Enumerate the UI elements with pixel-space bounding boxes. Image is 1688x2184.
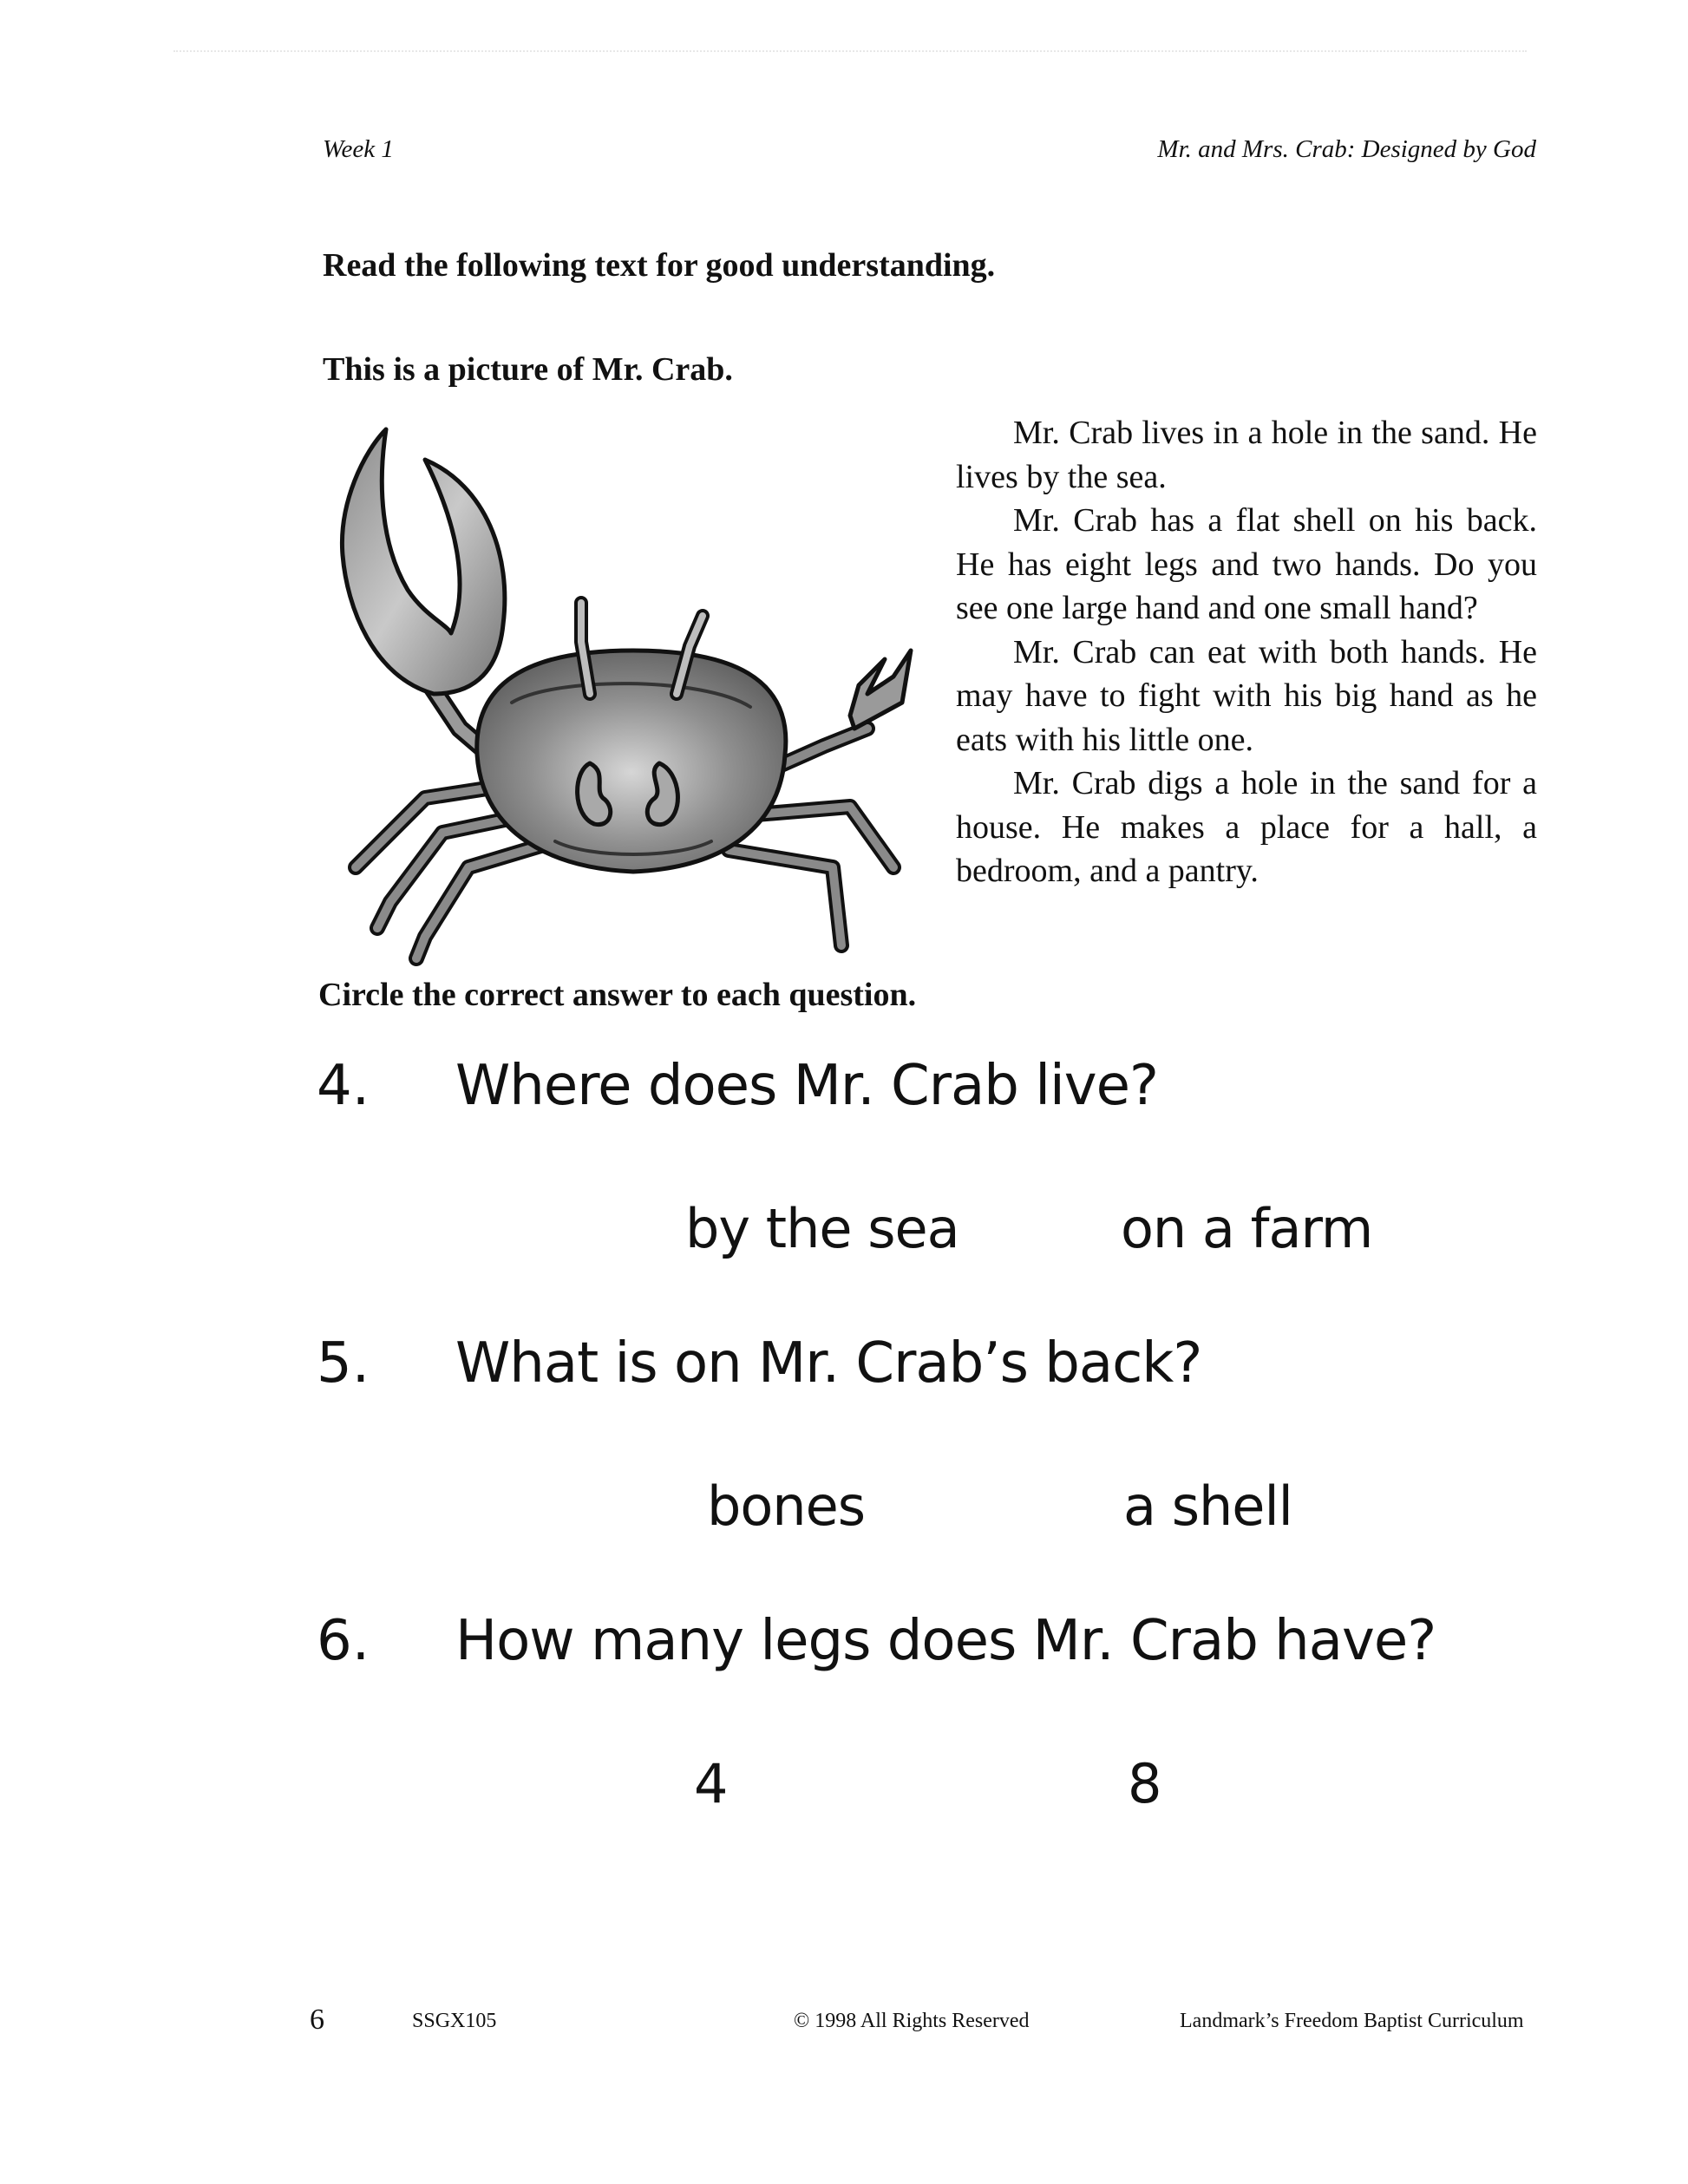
question-text: Where does Mr. Crab live? <box>455 1054 1158 1118</box>
question-text: What is on Mr. Crab’s back? <box>455 1331 1202 1396</box>
reading-paragraph: Mr. Crab has a flat shell on his back. He has eight legs and two hands. Do you see one large hand and one small hand? <box>956 502 1537 626</box>
reading-passage <box>956 411 1537 893</box>
circle-instruction: Circle the correct answer to each question. <box>318 977 917 1013</box>
reading-paragraph: Mr. Crab can eat with both hands. He may have to fight with his big hand as he eats with his little one. <box>956 633 1537 758</box>
answer-option[interactable]: on a farm <box>1121 1197 1373 1260</box>
header-week: Week 1 <box>323 135 394 163</box>
answer-option[interactable]: 4 <box>694 1752 728 1815</box>
picture-caption: This is a picture of Mr. Crab. <box>323 351 733 388</box>
footer-code: SSGX105 <box>412 2010 497 2032</box>
header-title: Mr. and Mrs. Crab: Designed by God <box>1157 135 1536 163</box>
answer-option[interactable]: a shell <box>1123 1475 1292 1538</box>
read-instruction: Read the following text for good understanding. <box>323 247 996 284</box>
reading-paragraph: Mr. Crab digs a hole in the sand for a house. He makes a place for a hall, a bedroom, and a pantry. <box>956 765 1537 889</box>
page-number: 6 <box>310 2004 324 2036</box>
footer-publisher: Landmark’s Freedom Baptist Curriculum <box>1180 2010 1524 2032</box>
footer-copyright: © 1998 All Rights Reserved <box>794 2010 1030 2032</box>
question-text: How many legs does Mr. Crab have? <box>455 1609 1436 1673</box>
question-number: 5. <box>317 1331 370 1396</box>
question-number: 6. <box>317 1609 370 1673</box>
reading-paragraph: Mr. Crab lives in a hole in the sand. He lives by the sea. <box>956 415 1537 495</box>
answer-option[interactable]: 8 <box>1128 1752 1161 1815</box>
answer-option[interactable]: bones <box>707 1475 866 1538</box>
scan-artifact <box>173 50 1527 54</box>
question-number: 4. <box>317 1054 370 1118</box>
crab-illustration <box>295 416 937 971</box>
answer-option[interactable]: by the sea <box>685 1197 959 1260</box>
